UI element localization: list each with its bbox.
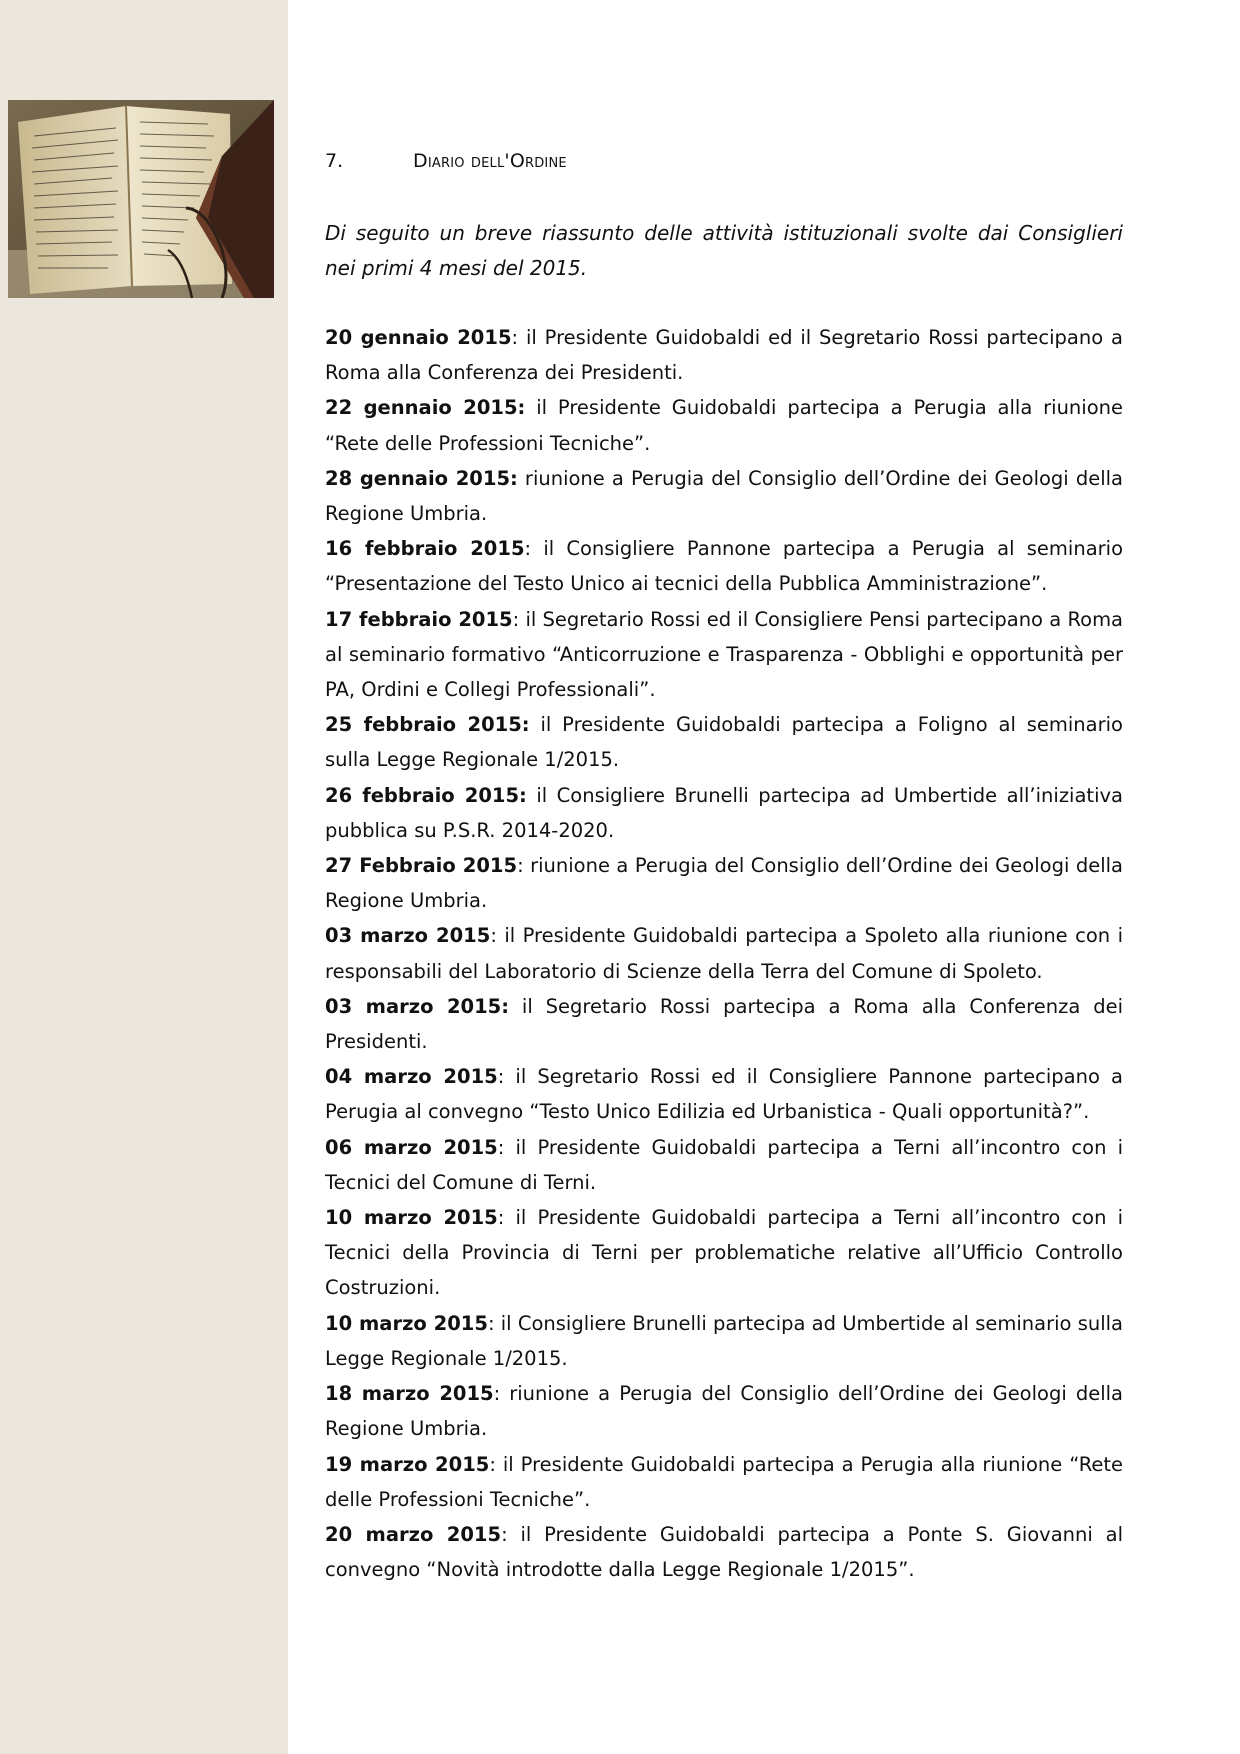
entry-separator: : (490, 924, 497, 948)
diary-entry (325, 918, 1123, 988)
entry-separator: : (497, 1206, 505, 1230)
entry-text: il Presidente Guidobaldi partecipa a Perugia alla riunione “Rete delle Professioni Tecniche”. (325, 1452, 1124, 1511)
entry-separator: : (511, 326, 519, 349)
entry-text: il Presidente Guidobaldi partecipa a Foligno al seminario sulla Legge Regionale 1/2015. (325, 713, 1123, 772)
entry-date: 28 gennaio 2015: (325, 466, 518, 490)
section-title: Diario dell'Ordine (413, 150, 567, 172)
diary-entry (325, 707, 1123, 777)
entry-text: riunione a Perugia del Consiglio dell’Ordine dei Geologi della Regione Umbria. (325, 466, 1123, 526)
entry-text: il Presidente Guidobaldi partecipa a Spoleto alla riunione con i responsabili del Laboratorio di Scienze della Terra del Comune di Spoleto. (325, 924, 1123, 983)
entry-date: 19 marzo 2015 (325, 1452, 490, 1476)
entry-date: 26 febbraio 2015: (325, 783, 527, 807)
entry-date: 20 gennaio 2015 (325, 326, 512, 349)
entry-date: 20 marzo 2015 (325, 1522, 502, 1546)
entry-text: riunione a Perugia del Consiglio dell’Ordine dei Geologi della Regione Umbria. (325, 1382, 1123, 1441)
entry-text: il Consigliere Pannone partecipa a Perugia al seminario “Presentazione del Testo Unico ai tecnici della Pubblica Amministrazione”. (325, 537, 1124, 596)
diary-entry (325, 1517, 1123, 1587)
entry-date: 16 febbraio 2015 (325, 537, 525, 561)
entry-separator: : (497, 1135, 505, 1159)
entry-text: il Presidente Guidobaldi partecipa a Terni all’incontro con i Tecnici della Provincia di Terni per problematiche relative all’Ufficio Controllo Costruzioni. (325, 1206, 1123, 1300)
sidebar-panel (0, 0, 288, 1754)
entry-date: 22 gennaio 2015: (325, 396, 526, 420)
section-number: 7. (325, 150, 344, 172)
diary-entry (325, 1447, 1123, 1517)
entry-text: riunione a Perugia del Consiglio dell’Ordine dei Geologi della Regione Umbria. (325, 854, 1123, 913)
entry-date: 10 marzo 2015 (325, 1311, 488, 1335)
diary-entry (325, 1059, 1123, 1129)
entry-date: 04 marzo 2015 (325, 1065, 498, 1089)
diary-entry (325, 1130, 1123, 1200)
entry-date: 10 marzo 2015 (325, 1206, 498, 1230)
entry-text: il Segretario Rossi partecipa a Roma alla Conferenza dei Presidenti. (325, 994, 1123, 1054)
entry-text: il Presidente Guidobaldi partecipa a Ponte S. Giovanni al convegno “Novità introdotte dalla Legge Regionale 1/2015”. (325, 1522, 1123, 1582)
entry-date: 06 marzo 2015 (325, 1135, 498, 1159)
entry-separator: : (524, 537, 532, 561)
entry-separator: : (487, 1311, 495, 1335)
diary-entry (325, 320, 1123, 390)
entry-separator: : (497, 1065, 505, 1089)
entry-separator: : (512, 607, 520, 631)
entry-text: il Presidente Guidobaldi partecipa a Perugia alla riunione “Rete delle Professioni Tecniche”. (325, 396, 1123, 455)
diary-entry (325, 778, 1123, 848)
entry-date: 03 marzo 2015 (325, 924, 491, 948)
entry-text: il Consigliere Brunelli partecipa ad Umbertide al seminario sulla Legge Regionale 1/2015. (325, 1311, 1124, 1370)
section-heading (325, 150, 567, 172)
diary-entry (325, 1306, 1123, 1376)
entry-separator: : (493, 1382, 501, 1406)
diary-entry (325, 390, 1123, 460)
diary-list (325, 320, 1123, 1587)
entry-date: 27 Febbraio 2015 (325, 854, 518, 878)
entry-date: 18 marzo 2015 (325, 1382, 494, 1406)
entry-text: il Consigliere Brunelli partecipa ad Umbertide all’iniziativa pubblica su P.S.R. 2014-2020. (325, 783, 1123, 842)
diary-entry (325, 461, 1123, 531)
diary-entry (325, 989, 1123, 1059)
diary-entry (325, 1200, 1123, 1306)
entry-text: il Segretario Rossi ed il Consigliere Pensi partecipano a Roma al seminario formativo “Anticorruzione e Trasparenza - Obblighi e opportunità per PA, Ordini e Collegi Professionali”. (325, 607, 1124, 702)
entry-separator: : (501, 1522, 508, 1546)
entry-date: 03 marzo 2015: (325, 994, 510, 1018)
diary-entry (325, 1376, 1123, 1446)
entry-text: il Segretario Rossi ed il Consigliere Pannone partecipano a Perugia al convegno “Testo Unico Edilizia ed Urbanistica - Quali opportunità?”. (325, 1065, 1123, 1124)
diary-entry (325, 531, 1123, 601)
entry-date: 17 febbraio 2015 (325, 607, 513, 631)
entry-separator: : (489, 1452, 496, 1476)
notebook-photo (8, 100, 274, 298)
entry-separator: : (517, 854, 524, 878)
diary-entry (325, 848, 1123, 918)
entry-text: il Presidente Guidobaldi ed il Segretario Rossi partecipano a Roma alla Conferenza dei Presidenti. (325, 326, 1123, 385)
entry-text: il Presidente Guidobaldi partecipa a Terni all’incontro con i Tecnici del Comune di Terni. (325, 1135, 1123, 1194)
diary-entry (325, 602, 1123, 708)
entry-date: 25 febbraio 2015: (325, 713, 530, 737)
intro-paragraph: Di seguito un breve riassunto delle attività istituzionali svolte dai Consiglieri nei primi 4 mesi del 2015. (325, 221, 1123, 280)
